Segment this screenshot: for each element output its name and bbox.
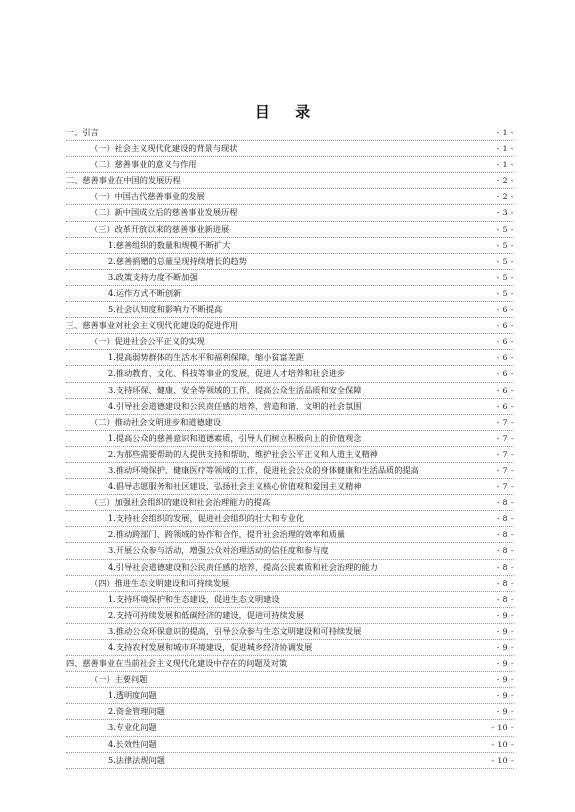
toc-entry[interactable] xyxy=(66,205,514,221)
toc-entry-text: 3.专业化问题 xyxy=(108,722,157,733)
toc-entry-text: （一）促进社会公平正义的实现 xyxy=(90,336,205,347)
toc-entry[interactable] xyxy=(66,720,514,736)
toc-entry[interactable] xyxy=(66,350,514,366)
table-of-contents xyxy=(66,125,514,769)
toc-title: 目 录 xyxy=(254,103,321,121)
toc-entry-text: 2.资金管理问题 xyxy=(108,706,165,717)
toc-entry-text: 4.支持农村发展和城市环境建设，促进城乡经济协调发展 xyxy=(108,642,313,652)
toc-entry-text: 1.提高弱势群体的生活水平和福利保障，缩小贫富差距 xyxy=(108,352,305,363)
toc-page-number: - 8 - xyxy=(496,546,514,556)
toc-entry-text: 3.政策支持力度不断加强 xyxy=(108,271,198,282)
toc-entry-text: 2.推动教育、文化、科技等事业的发展，促进人才培养和社会进步 xyxy=(108,368,346,379)
toc-page-number: - 10 - xyxy=(491,723,514,733)
toc-page-number: - 7 - xyxy=(496,449,514,459)
toc-entry-text: 1.支持环境保护和生态建设，促进生态文明建设 xyxy=(108,593,280,604)
toc-entry-text: 4.引导社会道德建设和公民责任感的培养，提高公民素质和社会治理的能力 xyxy=(108,561,378,572)
toc-entry[interactable] xyxy=(66,640,514,656)
toc-entry-text: 1.支持社会组织的发展，促进社会组织的壮大和专业化 xyxy=(108,513,305,524)
toc-entry-text: 4.倡导志愿服务和社区建设，弘扬社会主义核心价值观和爱国主义精神 xyxy=(108,481,362,492)
toc-entry[interactable] xyxy=(66,576,514,592)
toc-entry-text: 5.法律法规问题 xyxy=(108,754,165,765)
toc-entry[interactable] xyxy=(66,383,514,399)
toc-entry-text: （三）改革开放以来的慈善事业新进展 xyxy=(90,223,230,234)
toc-entry-text: （一）社会主义现代化建设的背景与现状 xyxy=(90,143,238,154)
toc-entry[interactable] xyxy=(66,479,514,495)
toc-page-number: - 3 - xyxy=(496,208,514,218)
toc-entry[interactable] xyxy=(66,157,514,173)
toc-entry-text: 2.支持可持续发展和低碳经济的建设，促进可持续发展 xyxy=(108,609,305,620)
toc-entry[interactable] xyxy=(66,560,514,576)
toc-entry-text: 三、慈善事业对社会主义现代化建设的促进作用 xyxy=(66,320,238,331)
toc-entry[interactable] xyxy=(66,656,514,672)
toc-entry-text: 二、慈善事业在中国的发展历程 xyxy=(66,175,181,186)
toc-page-number: - 5 - xyxy=(496,288,514,298)
toc-entry[interactable] xyxy=(66,189,514,205)
toc-page-number: - 9 - xyxy=(496,691,514,701)
toc-entry[interactable] xyxy=(66,415,514,431)
toc-entry[interactable] xyxy=(66,688,514,704)
toc-entry-text: 3.支持环保、健康、安全等领域的工作，提高公众生活品质和安全保障 xyxy=(108,384,362,395)
toc-entry[interactable] xyxy=(66,624,514,640)
toc-entry[interactable] xyxy=(66,463,514,479)
toc-page-number: - 6 - xyxy=(496,401,514,411)
toc-entry-text: 1.透明度问题 xyxy=(108,690,157,701)
toc-entry[interactable] xyxy=(66,543,514,559)
toc-entry-text: （四）推进生态文明建设和可持续发展 xyxy=(90,577,230,588)
toc-page-number: - 8 - xyxy=(496,498,514,508)
toc-entry-text: （二）新中国成立后的慈善事业发展历程 xyxy=(90,207,238,218)
toc-page-number: - 1 - xyxy=(496,128,514,137)
toc-entry-text: （二）推动社会文明进步和道德建设 xyxy=(90,416,222,427)
toc-entry[interactable] xyxy=(66,286,514,302)
toc-entry-text: 3.推动环境保护、健康医疗等领域的工作，促进社会公众的身体健康和生活品质的提高 xyxy=(108,464,419,475)
toc-entry-text: 2.慈善捐赠的总量呈现持续增长的趋势 xyxy=(108,255,247,266)
toc-entry[interactable] xyxy=(66,125,514,141)
toc-entry[interactable] xyxy=(66,238,514,254)
toc-page-number: - 8 - xyxy=(496,594,514,604)
toc-page-number: - 9 - xyxy=(496,610,514,620)
toc-page-number: - 9 - xyxy=(496,659,514,669)
toc-page-number: - 7 - xyxy=(496,482,514,492)
toc-entry-text: 2.推动跨部门、跨领域的协作和合作，提升社会治理的效率和质量 xyxy=(108,529,346,540)
toc-entry-text: （二）慈善事业的意义与作用 xyxy=(90,159,197,170)
toc-page-number: - 8 - xyxy=(496,578,514,588)
toc-page-number: - 6 - xyxy=(496,321,514,331)
toc-entry[interactable] xyxy=(66,495,514,511)
toc-entry-text: 4.引导社会道德建设和公民责任感的培养，营造和谐、文明的社会氛围 xyxy=(108,400,362,411)
toc-page-number: - 10 - xyxy=(491,755,514,765)
toc-page-number: - 2 - xyxy=(496,176,514,186)
toc-entry[interactable] xyxy=(66,302,514,318)
toc-entry-text: 四、慈善事业在当前社会主义现代化建设中存在的问题及对策 xyxy=(66,658,288,669)
toc-entry[interactable] xyxy=(66,270,514,286)
toc-page-number: - 10 - xyxy=(491,739,514,749)
toc-entry[interactable] xyxy=(66,592,514,608)
toc-page-number: - 7 - xyxy=(496,465,514,475)
toc-entry-text: （三）加强社会组织的建设和社会治理能力的提高 xyxy=(90,497,271,508)
toc-entry[interactable] xyxy=(66,447,514,463)
toc-entry-text: 4.长效性问题 xyxy=(108,738,157,749)
toc-page-number: - 6 - xyxy=(496,385,514,395)
toc-entry-text: （一）主要问题 xyxy=(90,674,148,685)
toc-entry-text: （一）中国古代慈善事业的发展 xyxy=(90,191,205,202)
toc-entry[interactable] xyxy=(66,222,514,238)
toc-page-number: - 9 - xyxy=(496,707,514,717)
toc-page-number: - 7 - xyxy=(496,417,514,427)
toc-page-number: - 8 - xyxy=(496,530,514,540)
toc-entry-text: 1.提高公众的慈善意识和道德素质，引导人们树立积极向上的价值观念 xyxy=(108,432,362,443)
toc-entry[interactable] xyxy=(66,431,514,447)
toc-page-number: - 7 - xyxy=(496,433,514,443)
toc-page-number: - 9 - xyxy=(496,643,514,652)
toc-entry[interactable] xyxy=(66,737,514,753)
toc-entry[interactable] xyxy=(66,608,514,624)
toc-entry-text: 2.为那些需要帮助的人提供支持和帮助，维护社会公平正义和人道主义精神 xyxy=(108,448,378,459)
toc-page-number: - 5 - xyxy=(496,272,514,282)
toc-entry[interactable] xyxy=(66,672,514,688)
toc-page-number: - 6 - xyxy=(496,369,514,379)
toc-page-number: - 2 - xyxy=(496,192,514,202)
toc-page-number: - 8 - xyxy=(496,514,514,524)
toc-entry-text: 1.慈善组织的数量和规模不断扩大 xyxy=(108,239,231,250)
toc-entry-text: 3.推动公众环保意识的提高，引导公众参与生态文明建设和可持续发展 xyxy=(108,625,362,636)
toc-page-number: - 1 - xyxy=(496,160,514,170)
toc-entry-text: 3.开展公众参与活动，增强公众对治理活动的信任度和参与度 xyxy=(108,545,329,556)
toc-page-number: - 6 - xyxy=(496,353,514,363)
toc-page-number: - 8 - xyxy=(496,562,514,572)
toc-entry[interactable] xyxy=(66,704,514,720)
toc-entry[interactable] xyxy=(66,173,514,189)
toc-page-number: - 5 - xyxy=(496,224,514,234)
toc-entry[interactable] xyxy=(66,399,514,415)
toc-page-number: - 9 - xyxy=(496,675,514,685)
toc-entry[interactable] xyxy=(66,254,514,270)
toc-page-number: - 6 - xyxy=(496,337,514,347)
toc-page-number: - 9 - xyxy=(496,626,514,636)
toc-entry-text: 一、引言 xyxy=(66,127,99,137)
toc-page-number: - 6 - xyxy=(496,305,514,315)
toc-entry[interactable] xyxy=(66,753,514,769)
toc-entry-text: 4.运作方式不断创新 xyxy=(108,287,182,298)
toc-entry-text: 5.社会认知度和影响力不断提高 xyxy=(108,304,223,315)
toc-page-number: - 5 - xyxy=(496,240,514,250)
toc-page-number: - 1 - xyxy=(496,144,514,154)
toc-entry[interactable] xyxy=(66,318,514,334)
toc-entry[interactable] xyxy=(66,334,514,350)
toc-entry[interactable] xyxy=(66,366,514,382)
toc-entry[interactable] xyxy=(66,511,514,527)
toc-page-number: - 5 - xyxy=(496,256,514,266)
toc-entry[interactable] xyxy=(66,141,514,157)
toc-entry[interactable] xyxy=(66,527,514,543)
